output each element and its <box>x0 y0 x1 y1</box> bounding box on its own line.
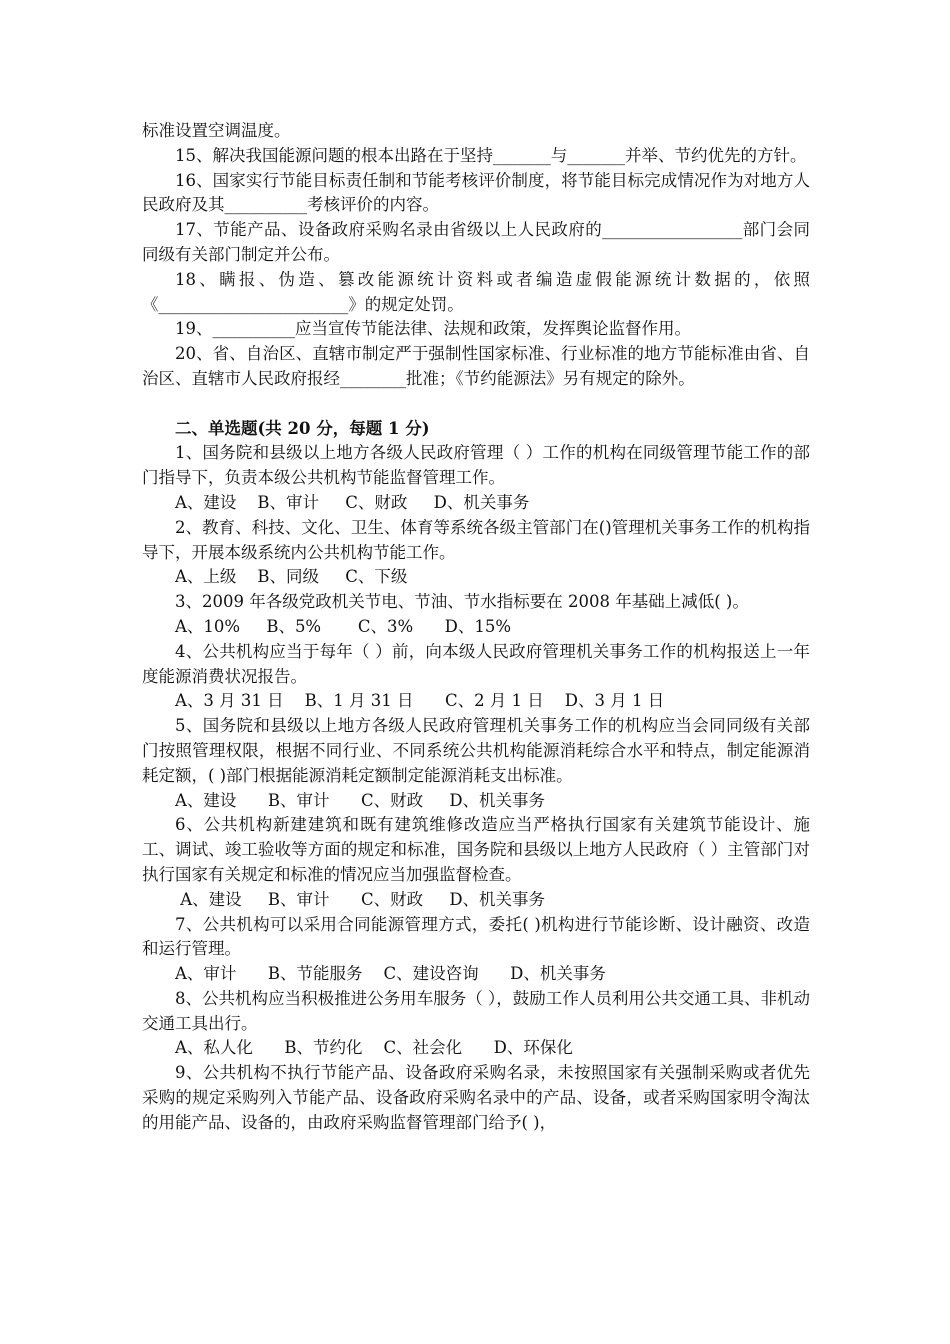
mc-question-5: 5、国务院和县级以上地方各级人民政府管理机关事务工作的机构应当会同同级有关部门按照管理权限，根据不同行业、不同系统公共机构能源消耗综合水平和特点，制定能源消耗定额，( )部门根据能源消耗定额制定能源消耗支出标准。 <box>142 716 810 785</box>
mc-question-1: 1、国务院和县级以上地方各级人民政府管理（ ）工作的机构在同级管理节能工作的部门指导下，负责本级公共机构节能监督管理工作。 <box>142 443 810 488</box>
document-page <box>142 119 810 1136</box>
question-18: 18、瞒报、伪造、篡改能源统计资料或者编造虚假能源统计数据的，依照《_______________________》的规定处罚。 <box>142 269 810 314</box>
mc-options-1: A、建设 B、审计 C、财政 D、机关事务 <box>175 492 530 512</box>
section-gap <box>142 392 810 417</box>
text-line: 标准设置空调温度。 <box>142 121 291 140</box>
mc-question-8: 8、公共机构应当积极推进公务用车服务（ ），鼓励工作人员利用公共交通工具、非机动交通工具出行。 <box>142 988 810 1033</box>
mc-options-4: A、3 月 31 日 B、1 月 31 日 C、2 月 1 日 D、3 月 1 日 <box>175 691 665 711</box>
mc-question-9: 9、公共机构不执行节能产品、设备政府采购名录，未按照国家有关强制采购或者优先采购的规定采购列入节能产品、设备政府采购名录中的产品、设备，或者采购国家明令淘汰的用能产品、设备的，由政府采购监督管理部门给予( )， <box>142 1063 810 1132</box>
mc-options-2: A、上级 B、同级 C、下级 <box>175 567 408 587</box>
mc-question-4: 4、公共机构应当于每年（ ）前，向本级人民政府管理机关事务工作的机构报送上一年度能源消费状况报告。 <box>142 641 810 686</box>
question-16: 16、国家实行节能目标责任制和节能考核评价制度，将节能目标完成情况作为对地方人民政府及其__________考核评价的内容。 <box>142 170 810 215</box>
question-20: 20、省、自治区、直辖市制定严于强制性国家标准、行业标准的地方节能标准由省、自治区、直辖市人民政府报经________批准；《节约能源法》另有规定的除外。 <box>142 344 810 388</box>
mc-options-7: A、审计 B、节能服务 C、建设咨询 D、机关事务 <box>175 964 606 984</box>
mc-question-7: 7、公共机构可以采用合同能源管理方式，委托( )机构进行节能诊断、设计融资、改造和运行管理。 <box>142 914 810 959</box>
mc-options-6: A、建设 B、审计 C、财政 D、机关事务 <box>175 889 546 909</box>
mc-question-3: 3、2009 年各级党政机关节电、节油、节水指标要在 2008 年基础上减低( )。 <box>175 592 749 612</box>
question-19: 19、__________应当宣传节能法律、法规和政策，发挥舆论监督作用。 <box>175 319 691 339</box>
mc-question-2: 2、教育、科技、文化、卫生、体育等系统各级主管部门在()管理机关事务工作的机构指导下，开展本级系统内公共机构节能工作。 <box>142 517 810 562</box>
mc-options-8: A、私人化 B、节约化 C、社会化 D、环保化 <box>175 1038 573 1058</box>
mc-question-6: 6、公共机构新建建筑和既有建筑维修改造应当严格执行国家有关建筑节能设计、施工、调试、竣工验收等方面的规定和标准，国务院和县级以上地方人民政府（ ）主管部门对执行国家有关规定和标准的情况应当加强监督检查。 <box>142 815 810 884</box>
mc-options-3: A、10% B、5% C、3% D、15% <box>175 616 512 636</box>
section-heading: 二、单选题(共 20 分，每题 1 分) <box>175 418 430 438</box>
question-17: 17、节能产品、设备政府采购名录由省级以上人民政府的_________________部门会同同级有关部门制定并公布。 <box>142 220 810 264</box>
mc-options-5: A、建设 B、审计 C、财政 D、机关事务 <box>175 790 546 810</box>
question-15: 15、解决我国能源问题的根本出路在于坚持_______与_______并举、节约优先的方针。 <box>175 145 807 165</box>
